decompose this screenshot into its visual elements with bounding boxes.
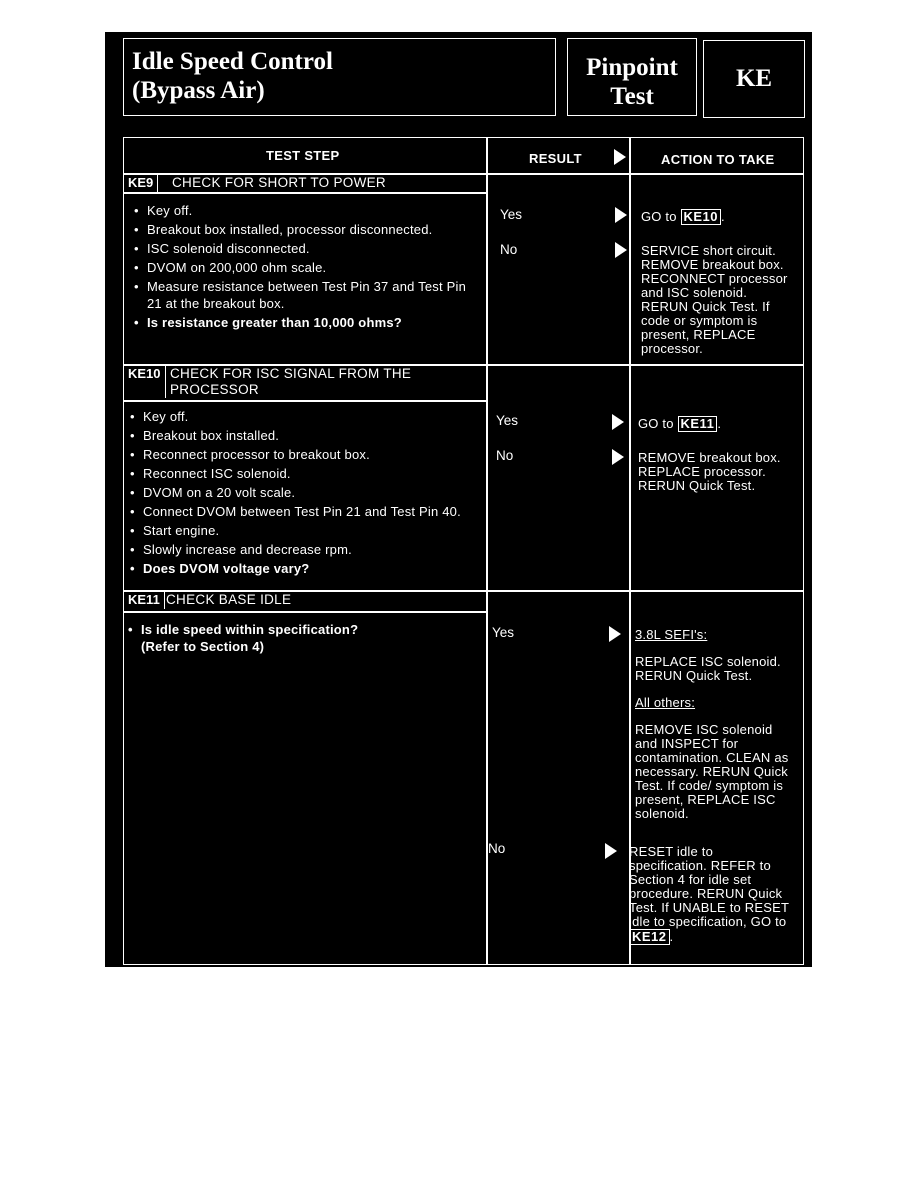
result-yes-ke9: Yes xyxy=(500,207,523,222)
pinpoint-test-page xyxy=(105,32,812,967)
step-title-rule-ke10 xyxy=(124,400,487,402)
step-title-rule-ke11 xyxy=(124,611,487,613)
list-item: • Connect DVOM between Test Pin 21 and Test Pin 40. xyxy=(130,503,475,520)
result-arrow-icon xyxy=(612,449,624,465)
list-item: • Slowly increase and decrease rpm. xyxy=(130,541,475,558)
list-item: • Does DVOM voltage vary? xyxy=(130,560,475,577)
step-bullets-ke11 xyxy=(128,621,388,657)
result-arrow-icon xyxy=(609,626,621,642)
action-no-ke10: REMOVE breakout box. REPLACE processor. RERUN Quick Test. xyxy=(638,450,781,493)
test-table xyxy=(123,137,804,965)
col-header-test-step: TEST STEP xyxy=(266,148,340,163)
result-arrow-icon xyxy=(605,843,617,859)
action-no-ke11: RESET idle to specification. REFER to Section 4 for idle set procedure. RERUN Quick Test. If UNABLE to RESET idle to specification, GO to KE12 . xyxy=(629,844,789,944)
list-item: • DVOM on a 20 volt scale. xyxy=(130,484,475,501)
action-sefi: REPLACE ISC solenoid. RERUN Quick Test. xyxy=(635,654,781,683)
result-no-ke9: No xyxy=(500,242,518,257)
action-others: REMOVE ISC solenoid and INSPECT for contamination. CLEAN as necessary. RERUN Quick Test. If code/ symptom is present, REPLACE ISC solenoid. xyxy=(635,722,789,821)
list-item: • Is idle speed within specification? (Refer to Section 4) xyxy=(128,621,388,655)
action-heading-sefi: 3.8L SEFI's: xyxy=(635,627,708,642)
step-ref-ke12[interactable]: KE12 xyxy=(629,929,670,945)
list-item: • Reconnect processor to breakout box. xyxy=(130,446,475,463)
test-code-box xyxy=(703,40,805,118)
step-ref-ke11[interactable]: KE11 xyxy=(678,416,718,432)
pinpoint-label: Pinpoint xyxy=(586,54,678,81)
result-no-ke10: No xyxy=(496,448,514,463)
list-item: • Reconnect ISC solenoid. xyxy=(130,465,475,482)
step-bullets-ke10 xyxy=(130,408,475,579)
step-bullets-ke9 xyxy=(134,202,479,333)
step-title-ke10: CHECK FOR ISC SIGNAL FROM THE PROCESSOR xyxy=(170,366,412,397)
title-box xyxy=(123,38,556,116)
list-item: • Is resistance greater than 10,000 ohms? xyxy=(134,314,479,331)
col-header-action: ACTION TO TAKE xyxy=(661,152,775,167)
list-item: • Breakout box installed, processor disconnected. xyxy=(134,221,479,238)
result-arrow-icon xyxy=(612,414,624,430)
step-title-ke9: CHECK FOR SHORT TO POWER xyxy=(172,175,386,190)
test-label: Test xyxy=(610,83,654,110)
action-yes-ke10: GO to KE11 . xyxy=(638,416,722,431)
title-line-1: Idle Speed Control xyxy=(132,48,333,75)
step-code-ke11: KE11 xyxy=(124,592,165,609)
list-item: • Key off. xyxy=(134,202,479,219)
list-item: • ISC solenoid disconnected. xyxy=(134,240,479,257)
step-title-rule-ke9 xyxy=(124,192,487,194)
list-item: • Breakout box installed. xyxy=(130,427,475,444)
action-heading-others: All others: xyxy=(635,695,696,710)
step-code-ke10: KE10 xyxy=(124,366,166,398)
action-yes-ke11 xyxy=(635,628,793,821)
step-ref-ke10[interactable]: KE10 xyxy=(681,209,722,225)
list-item: • Measure resistance between Test Pin 37 and Test Pin 21 at the breakout box. xyxy=(134,278,479,312)
list-item: • Start engine. xyxy=(130,522,475,539)
list-item: • DVOM on 200,000 ohm scale. xyxy=(134,259,479,276)
step-code-ke9: KE9 xyxy=(124,175,158,192)
step-title-ke11: CHECK BASE IDLE xyxy=(166,592,292,607)
col-header-result: RESULT xyxy=(529,151,582,166)
divider-result-action xyxy=(629,138,631,964)
list-item: • Key off. xyxy=(130,408,475,425)
pinpoint-test-box xyxy=(567,38,697,116)
test-code: KE xyxy=(735,65,773,92)
title-line-2: (Bypass Air) xyxy=(132,77,265,104)
result-no-ke11: No xyxy=(488,841,506,856)
action-no-ke9: SERVICE short circuit. REMOVE breakout box. RECONNECT processor and ISC solenoid. RERUN Quick Test. If code or symptom is present, REPLACE processor. xyxy=(641,243,788,356)
result-arrow-icon xyxy=(615,242,627,258)
action-yes-ke9: GO to KE10 . xyxy=(641,209,725,224)
result-yes-ke11: Yes xyxy=(492,625,515,640)
result-yes-ke10: Yes xyxy=(496,413,519,428)
result-arrow-icon xyxy=(614,149,626,165)
result-arrow-icon xyxy=(615,207,627,223)
